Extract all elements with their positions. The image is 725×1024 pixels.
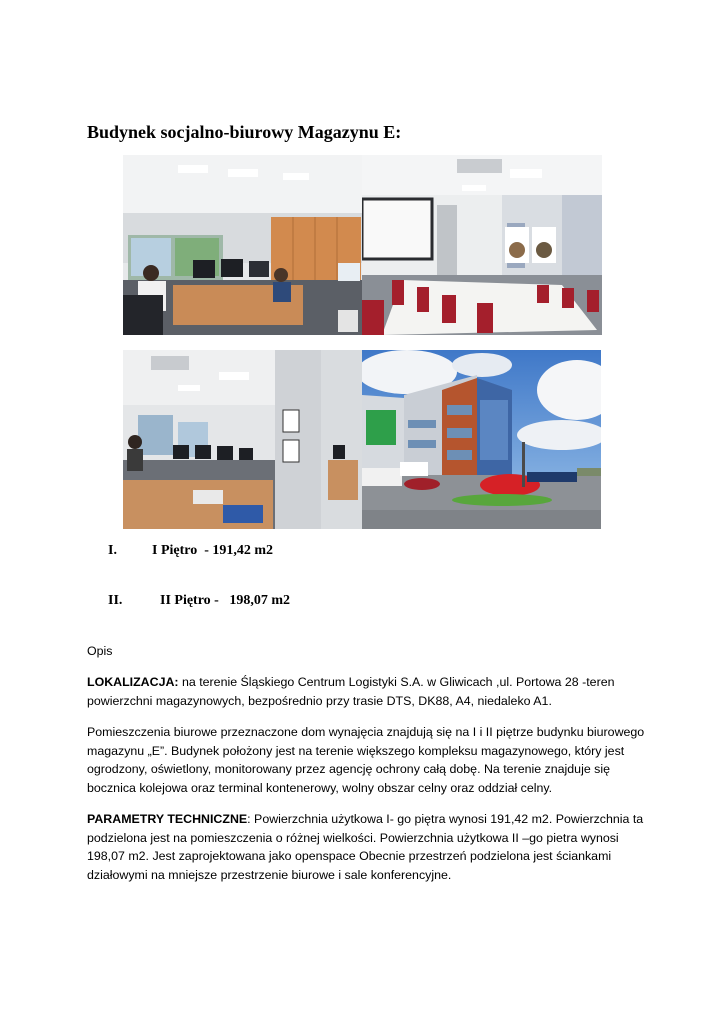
- technical-parameters-paragraph: [87, 810, 647, 884]
- description-heading: Opis: [87, 644, 113, 658]
- photo-open-plan-office: [123, 155, 362, 335]
- technical-parameters-label: PARAMETRY TECHNICZNE: [87, 812, 248, 826]
- technical-line-3: 198,07 m2. Jest zaprojektowana jako openspace Obecnie przestrzeń podzielona jest ściankami: [87, 849, 612, 864]
- floor-numeral: I.: [108, 543, 117, 558]
- technical-line-4: działowymi na mniejsze przestrzenie biurowe i sale konferencyjne.: [87, 867, 452, 882]
- premises-line-4: bocznica kolejowa oraz terminal kontenerowy, wolny obszar celny oraz oddział celny.: [87, 780, 553, 795]
- photo-conference-room: [362, 155, 602, 335]
- floor-item-1: [108, 543, 408, 563]
- premises-paragraph: [87, 723, 647, 797]
- page-title: Budynek socjalno-biurowy Magazynu E:: [87, 122, 402, 142]
- location-paragraph: [87, 673, 647, 710]
- technical-line-1: : Powierzchnia użytkowa I- go piętra wynosi 191,42 m2. Powierzchnia ta: [247, 812, 644, 826]
- location-line-1: na terenie Śląskiego Centrum Logistyki S.A. w Gliwicach ,ul. Portowa 28 -teren: [178, 675, 615, 689]
- premises-line-2: magazynu „E”. Budynek położony jest na terenie większego kompleksu magazynowego, który jest: [87, 743, 625, 758]
- photo-building-exterior: [362, 350, 601, 529]
- photo-office-with-pillar: [123, 350, 362, 529]
- location-label: LOKALIZACJA:: [87, 675, 179, 689]
- floor-item-2: [108, 593, 408, 613]
- technical-line-2: podzielona jest na pomieszczenia o różnej wielkości. Powierzchnia użytkowa II –go pietra wynosi: [87, 830, 619, 845]
- floor-label: II Piętro - 198,07 m2: [160, 593, 290, 608]
- floor-label: I Piętro - 191,42 m2: [152, 543, 274, 558]
- premises-line-3: ogrodzony, oświetlony, monitorowany przez agencję ochrony całą dobę. Na terenie znajduje się: [87, 762, 611, 777]
- premises-line-1: Pomieszczenia biurowe przeznaczone dom wynajęcia znajdują się na I i II piętrze budynku biurowego: [87, 725, 645, 739]
- location-line-2: powierzchni magazynowych, bezpośrednio przy trasie DTS, DK88, A4, niedaleko A1.: [87, 693, 552, 708]
- floor-numeral: II.: [108, 593, 123, 608]
